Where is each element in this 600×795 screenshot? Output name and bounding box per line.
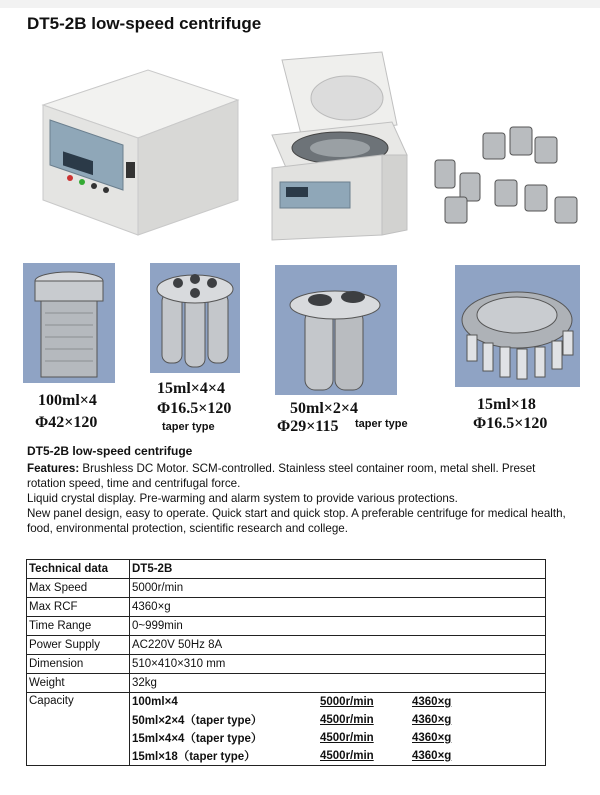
capacity-speed: 4500r/min [320, 732, 374, 744]
rotor-15ml-4x4-photo [150, 263, 240, 373]
capacity-speed: 4500r/min [320, 750, 374, 762]
spec-key: Time Range [27, 617, 130, 636]
caption-15ml-18-dim: Φ16.5×120 [473, 415, 548, 432]
caption-15ml-4x4-note: taper type [162, 421, 215, 433]
caption-15ml-4x4: 15ml×4×4 [157, 380, 226, 397]
capacity-rcf: 4360×g [412, 714, 452, 726]
caption-15ml-18: 15ml×18 [477, 396, 536, 413]
capacity-line [132, 711, 543, 729]
capacity-line [132, 693, 543, 711]
spec-key: Weight [27, 674, 130, 693]
capacity-name: 15ml×4×4（taper type） [132, 733, 263, 745]
capacity-speed: 4500r/min [320, 714, 374, 726]
caption-15ml-4x4-dim: Φ16.5×120 [157, 400, 232, 417]
spec-key: Max Speed [27, 579, 130, 598]
description-line-2: Liquid crystal display. Pre-warming and alarm system to provide various protections. [27, 492, 458, 505]
rotor-15ml-18-photo [455, 265, 580, 387]
table-row-capacity [27, 693, 546, 766]
caption-50ml-dim: Φ29×115 [277, 418, 339, 435]
rotor-50ml-2x4-photo [275, 265, 397, 395]
table-header-row [27, 560, 546, 579]
header-cell: DT5-2B [130, 560, 546, 579]
spec-value: 32kg [130, 674, 546, 693]
table-row [27, 617, 546, 636]
capacity-name: 100ml×4 [132, 696, 178, 708]
capacity-name: 50ml×2×4（taper type） [132, 715, 263, 727]
spec-key: Power Supply [27, 636, 130, 655]
capacity-cell [130, 693, 546, 766]
caption-50ml-note: taper type [355, 418, 408, 430]
accessories-cluster-photo [415, 125, 585, 235]
capacity-speed: 5000r/min [320, 696, 374, 708]
table-row [27, 674, 546, 693]
spec-value: 0~999min [130, 617, 546, 636]
centrifuge-closed-photo [28, 50, 248, 245]
page-title: DT5-2B low-speed centrifuge [27, 14, 262, 33]
capacity-name: 15ml×18（taper type） [132, 751, 256, 763]
header-cell: Technical data [27, 560, 130, 579]
capacity-line [132, 747, 543, 765]
spec-key: Dimension [27, 655, 130, 674]
caption-50ml: 50ml×2×4 [290, 400, 359, 417]
caption-100ml: 100ml×4 [38, 392, 97, 409]
features-label: Features: [27, 462, 80, 475]
caption-100ml-dim: Φ42×120 [35, 414, 98, 431]
spec-value: AC220V 50Hz 8A [130, 636, 546, 655]
description-heading: DT5-2B low-speed centrifuge [27, 444, 193, 458]
capacity-rcf: 4360×g [412, 732, 452, 744]
spec-value: 510×410×310 mm [130, 655, 546, 674]
spec-value: 5000r/min [130, 579, 546, 598]
table-row [27, 598, 546, 617]
top-band [0, 0, 600, 8]
description-text [27, 461, 572, 536]
capacity-rcf: 4360×g [412, 750, 452, 762]
centrifuge-open-photo [262, 50, 412, 245]
table-row [27, 636, 546, 655]
spec-key: Max RCF [27, 598, 130, 617]
features-text: Brushless DC Motor. SCM-controlled. Stainless steel container room, metal shell. Preset rotation speed, time and centrifugal force. [27, 462, 536, 490]
description-line-3: New panel design, easy to operate. Quick start and quick stop. A preferable centrifuge for medical health, food, environmental protection, scientific research and college. [27, 507, 566, 535]
spec-value: 4360×g [130, 598, 546, 617]
capacity-rcf: 4360×g [412, 696, 452, 708]
table-row [27, 655, 546, 674]
table-row [27, 579, 546, 598]
spec-key: Capacity [27, 693, 130, 766]
capacity-line [132, 729, 543, 747]
spec-table [26, 559, 546, 766]
rotor-100ml-photo [23, 263, 115, 383]
